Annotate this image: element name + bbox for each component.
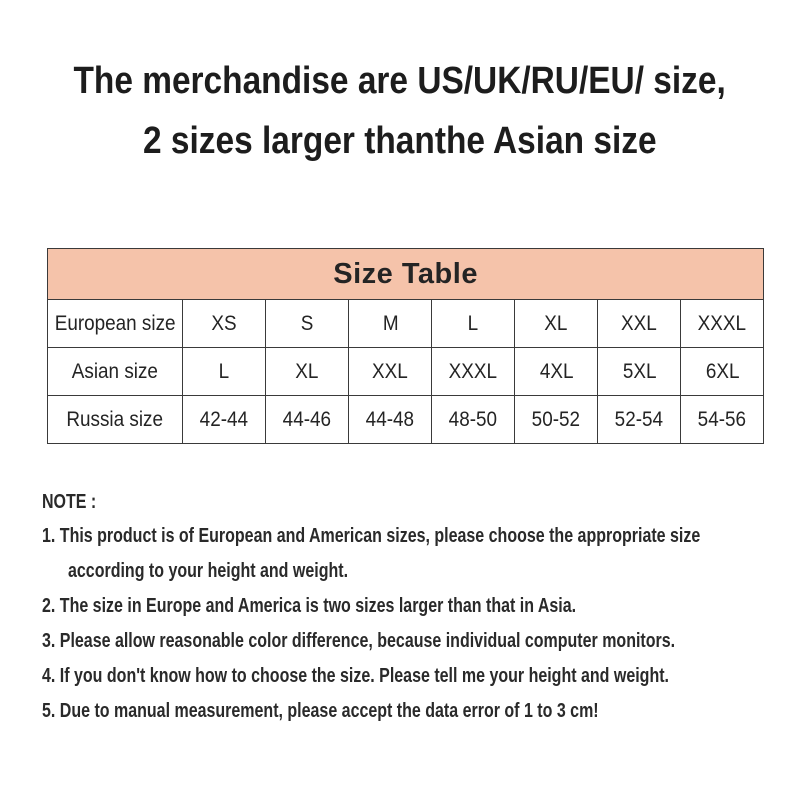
note-line-2: 2. The size in Europe and America is two sizes larger than that in Asia. [42,595,577,617]
size-cell: L [183,348,266,396]
size-cell: 6XL [681,348,764,396]
size-cell: XL [266,348,349,396]
size-cell: 48-50 [432,396,515,444]
note-line-5: 5. Due to manual measurement, please accept the data error of 1 to 3 cm! [42,700,599,722]
size-cell: 4XL [515,348,598,396]
note-line-3: 3. Please allow reasonable color difference, because individual computer monitors. [42,630,676,652]
size-cell: XL [515,300,598,348]
row-european-size [48,300,764,348]
size-table [47,248,764,444]
size-cell: 52-54 [598,396,681,444]
size-cell: XS [183,300,266,348]
note-line-1: 1. This product is of European and American sizes, please choose the appropriate size [42,525,701,547]
notes-heading: NOTE : [42,491,97,513]
size-cell: 42-44 [183,396,266,444]
title-line-2: 2 sizes larger thanthe Asian size [143,120,657,162]
size-table-header-row [48,249,764,300]
row-russia-size [48,396,764,444]
size-cell: 54-56 [681,396,764,444]
row-label-russia: Russia size [48,396,183,444]
size-cell: 50-52 [515,396,598,444]
size-cell: M [349,300,432,348]
size-cell: XXL [598,300,681,348]
size-cell: 44-46 [266,396,349,444]
row-asian-size [48,348,764,396]
size-cell: XXL [349,348,432,396]
page-title [0,51,800,171]
title-line-1: The merchandise are US/UK/RU/EU/ size, [73,60,727,102]
size-table-title: Size Table [48,249,764,300]
size-cell: XXXL [681,300,764,348]
size-cell: S [266,300,349,348]
size-cell: 5XL [598,348,681,396]
note-line-4: 4. If you don't know how to choose the size. Please tell me your height and weight. [42,665,669,687]
size-cell: L [432,300,515,348]
size-cell: 44-48 [349,396,432,444]
row-label-asian: Asian size [48,348,183,396]
notes-section [42,486,782,729]
size-cell: XXXL [432,348,515,396]
row-label-european: European size [48,300,183,348]
note-line-1-continued: according to your height and weight. [68,560,349,582]
